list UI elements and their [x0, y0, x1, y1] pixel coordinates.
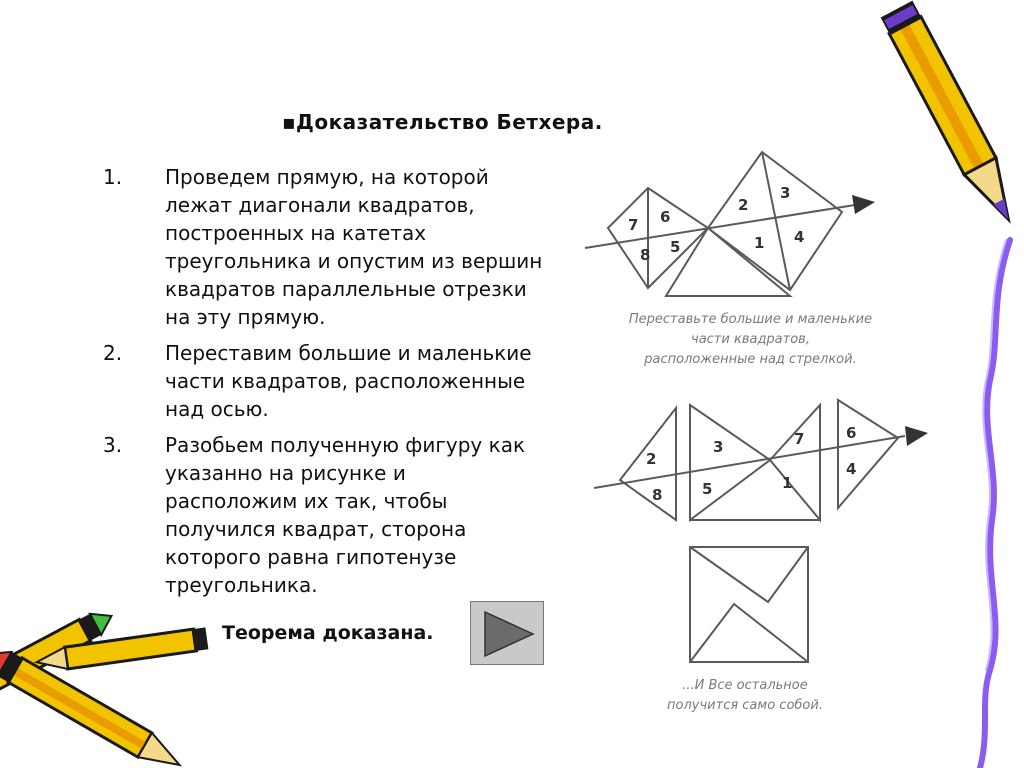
figure-label: 6	[660, 208, 671, 226]
figure-label: 5	[702, 480, 713, 498]
caption-line: ...И Все остальное	[682, 678, 808, 693]
caption-line: части квадратов,	[691, 332, 810, 347]
caption-line: получится само собой.	[667, 698, 823, 713]
figure-label: 3	[780, 184, 791, 202]
step-text: Разобьем полученную фигуру как указанно на рисунке и расположим их так, чтобы получился квадрат, сторона которого равна гипотенузе треугольника.	[165, 433, 526, 597]
conclusion-text: Теорема доказана.	[222, 622, 434, 644]
figure-label: 1	[782, 474, 793, 492]
figure-label: 2	[646, 450, 657, 468]
figure-label: 4	[794, 228, 805, 246]
figure-label: 4	[846, 460, 857, 478]
caption-line: расположенные над стрелкой.	[644, 352, 857, 367]
figure-label: 5	[670, 238, 681, 256]
step-text: Проведем прямую, на которой лежат диагонали квадратов, построенных на катетах треугольника и опустим из вершин квадратов параллельные отрезки на эту прямую.	[165, 165, 543, 329]
caption-line: Переставьте большие и маленькие	[628, 312, 873, 327]
step-number: 2.	[103, 341, 123, 365]
slide-title: ▪Доказательство Бетхера.	[282, 110, 603, 134]
figure-label: 8	[652, 486, 663, 504]
step-number: 3.	[103, 433, 123, 457]
figure-label: 8	[640, 246, 651, 264]
figure-label: 2	[738, 196, 749, 214]
figure-label: 7	[628, 216, 639, 234]
figure-label: 1	[754, 234, 765, 252]
figure-label: 6	[846, 424, 857, 442]
figure-label: 3	[713, 438, 724, 456]
caption-rest	[620, 676, 870, 716]
figure-label: 7	[794, 430, 805, 448]
step-number: 1.	[103, 165, 123, 189]
step-text: Переставим большие и маленькие части квадратов, расположенные над осью.	[165, 341, 532, 421]
